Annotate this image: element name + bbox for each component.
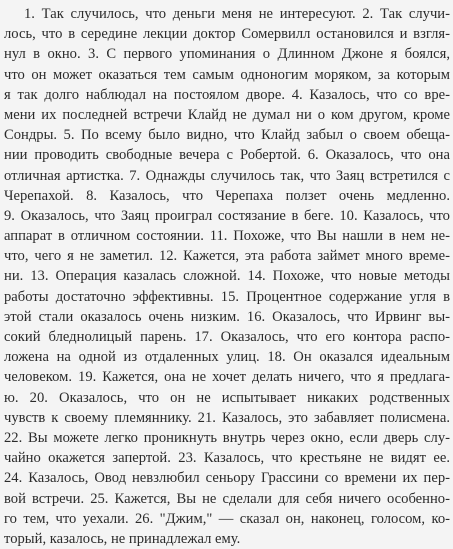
text-line: отличная артистка. 7. Однажды случилось так, что Заяц встретился с bbox=[4, 167, 450, 184]
text-line: чувств к своему племяннику. 21. Казалось, это забавляет полисмена. bbox=[4, 409, 450, 426]
text-line: ни. 13. Операция казалась сложной. 14. Похоже, что новые методы bbox=[4, 268, 450, 285]
text-line: го тем, что уехали. 26. "Джим," — сказал он, наконец, голосом, ко- bbox=[4, 510, 450, 527]
text-line: лось, что в середине лекции доктор Сомервилл остановился и взгля- bbox=[4, 26, 450, 43]
text-line: я так долго наблюдал на постоялом дворе. 4. Казалось, что со вре- bbox=[4, 86, 450, 103]
text-line: Черепахой. 8. Казалось, что Черепаха ползет очень медленно. bbox=[4, 187, 450, 204]
text-line: 9. Оказалось, что Заяц проиграл состязание в беге. 10. Казалось, что bbox=[4, 207, 450, 224]
text-line: чайно окажется запертой. 23. Казалось, что крестьяне не видят ее. bbox=[4, 450, 450, 467]
text-line: мени их последней встречи Клайд не думал ни о ком другом, кроме bbox=[4, 106, 450, 123]
text-line: аппарат в отличном состоянии. 11. Похоже, что Вы нашли в нем не- bbox=[4, 228, 450, 245]
text-line: нии проводить свободные вечера с Робертой. 6. Оказалось, что она bbox=[4, 147, 450, 164]
text-line: нул в окно. 3. С первого упоминания о Длинном Джоне я боялся, bbox=[4, 46, 450, 63]
text-line: этой стали оказалось очень низким. 16. Оказалось, что Ирвинг вы- bbox=[4, 308, 450, 325]
text-line: человеком. 19. Кажется, она не хочет делать ничего, что я предлага- bbox=[4, 369, 450, 386]
text-line: 24. Казалось, Овод невзлюбил сеньору Грассини со времени их пер- bbox=[4, 470, 450, 487]
text-line: ложена на одной из отдаленных улиц. 18. Он оказался идеальным bbox=[4, 349, 450, 366]
text-line: 1. Так случилось, что деньги меня не интересуют. 2. Так случи- bbox=[24, 6, 450, 22]
text-line: сокий бледнолицый парень. 17. Оказалось, что его контора распо- bbox=[4, 329, 450, 345]
text-line: работы достаточно эффективны. 15. Процентное содержание угля в bbox=[4, 288, 450, 305]
text-line: что, чего я не заметил. 12. Кажется, эта работа займет много време- bbox=[4, 248, 450, 265]
text-line: Сондры. 5. По всему было видно, что Клайд забыл о своем обеща- bbox=[4, 127, 450, 144]
text-line: 22. Вы можете легко проникнуть внутрь через окно, если дверь слу- bbox=[4, 429, 450, 446]
text-line: ю. 20. Оказалось, что он не испытывает никаких родственных bbox=[4, 389, 450, 406]
text-line: что он может оказаться тем самым одноногим моряком, за которым bbox=[4, 66, 450, 83]
text-line: вой встречи. 25. Кажется, Вы не сделали для себя ничего особенно- bbox=[4, 490, 450, 507]
text-line: торый, казалось, не принадлежал ему. bbox=[4, 530, 241, 547]
